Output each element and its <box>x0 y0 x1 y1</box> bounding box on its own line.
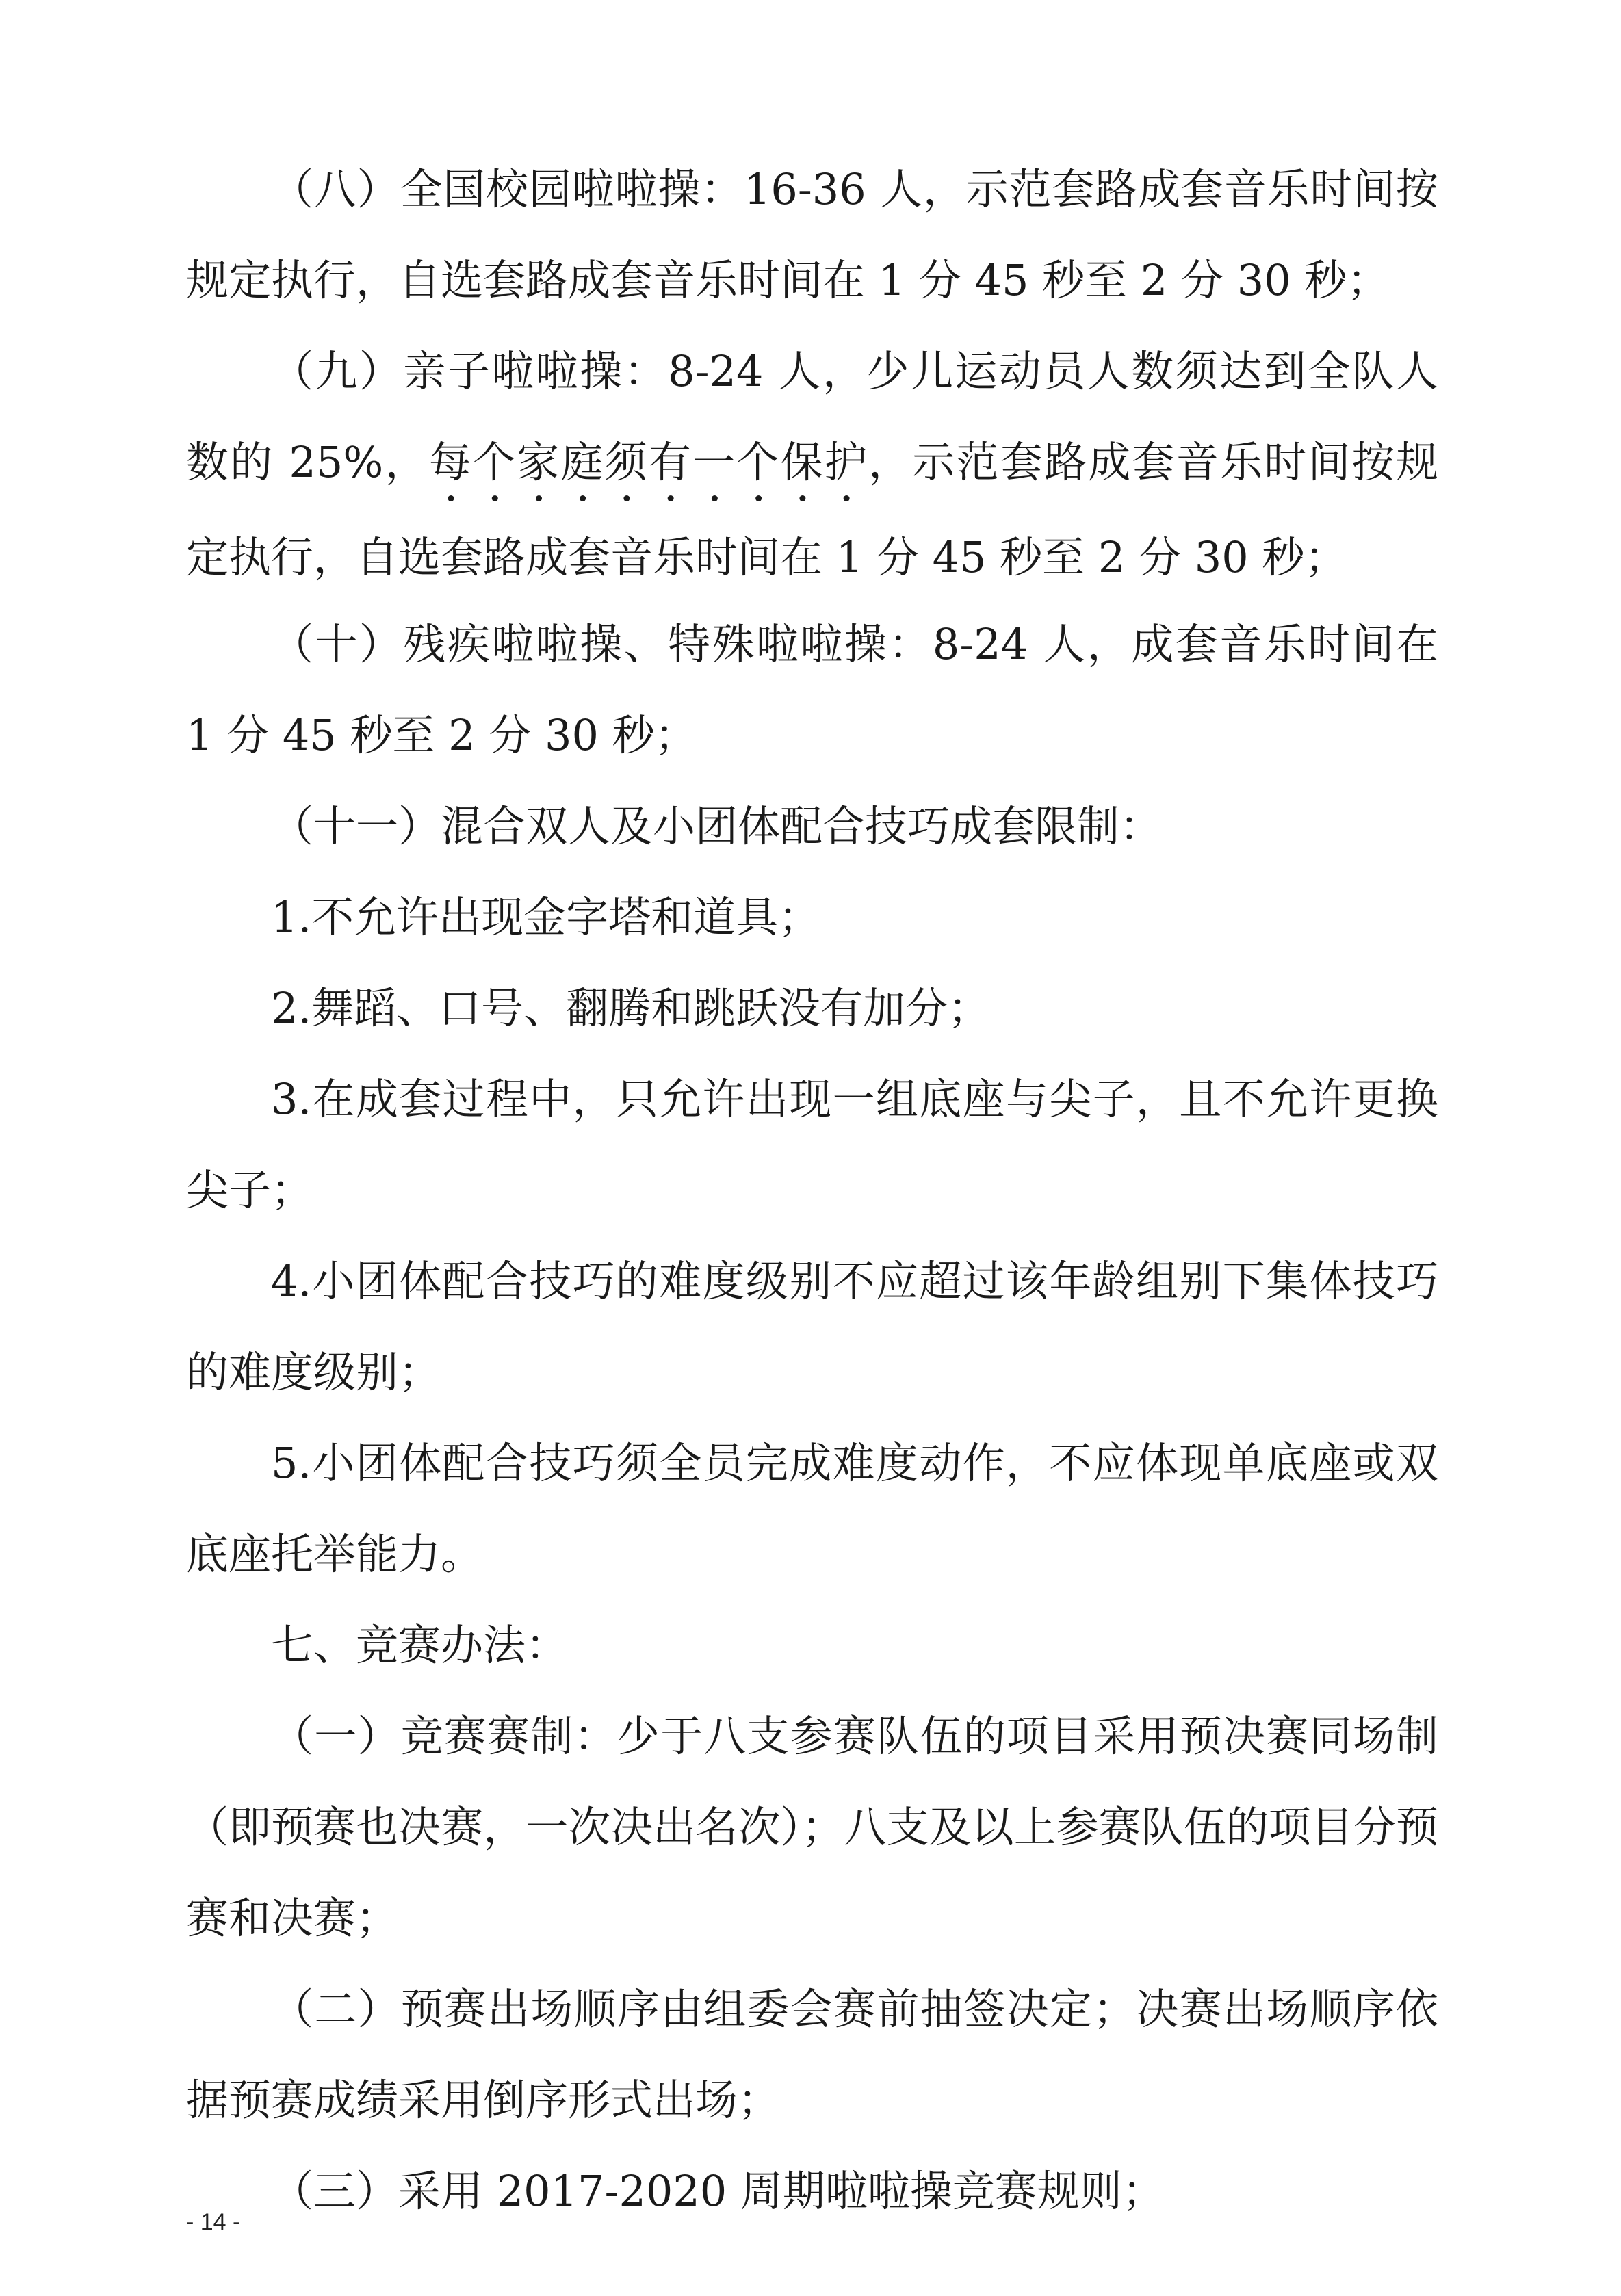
section-heading-competition-method: 七、竞赛办法： <box>271 1620 569 1670</box>
list-item-4: 4.小团体配合技巧的难度级别不应超过该年龄组别下集体技巧的难度级别； <box>186 1256 1438 1397</box>
page-number: - 14 - <box>186 2209 241 2235</box>
paragraph-1-competition-format: （一）竞赛赛制：少于八支参赛队伍的项目采用预决赛同场制（即预赛也决赛，一次决出名次）；八支及以上参赛队伍的项目分预赛和决赛； <box>186 1711 1438 1943</box>
paragraph-11-mixed-pairs-limits: （十一）混合双人及小团体配合技巧成套限制： <box>271 801 1163 851</box>
paragraph-9-parent-child-cheer <box>186 326 1438 603</box>
list-item-2: 2.舞蹈、口号、翻腾和跳跃没有加分； <box>271 983 991 1033</box>
paragraph-8-campus-cheer: （八）全国校园啦啦操：16-36 人，示范套路成套音乐时间按规定执行，自选套路成套音乐时间在 1 分 45 秒至 2 分 30 秒； <box>186 164 1438 305</box>
paragraph-9-text-before: （九）亲子啦啦操：8-24 人，少儿运动员人数须达到全队人数的 25%， <box>186 346 1438 487</box>
list-item-1: 1.不允许出现金字塔和道具； <box>271 892 821 942</box>
paragraph-2-appearance-order: （二）预赛出场顺序由组委会赛前抽签决定；决赛出场顺序依据预赛成绩采用倒序形式出场； <box>186 1984 1438 2125</box>
list-item-5: 5.小团体配合技巧须全员完成难度动作，不应体现单底座或双底座托举能力。 <box>186 1438 1438 1579</box>
paragraph-3-rules: （三）采用 2017-2020 周期啦啦操竞赛规则； <box>271 2166 1165 2216</box>
paragraph-9-text-after: ，示范套路成套音乐时间按规定执行，自选套路成套音乐时间在 1 分 45 秒至 2 分 30 秒； <box>186 437 1438 582</box>
emphasis-dotted-text: 每个家庭须有一个保护 <box>428 437 869 487</box>
paragraph-10-disabled-cheer: （十）残疾啦啦操、特殊啦啦操：8-24 人，成套音乐时间在 1 分 45 秒至 2 分 30 秒； <box>186 619 1438 760</box>
list-item-3: 3.在成套过程中，只允许出现一组底座与尖子，且不允许更换尖子； <box>186 1074 1438 1215</box>
